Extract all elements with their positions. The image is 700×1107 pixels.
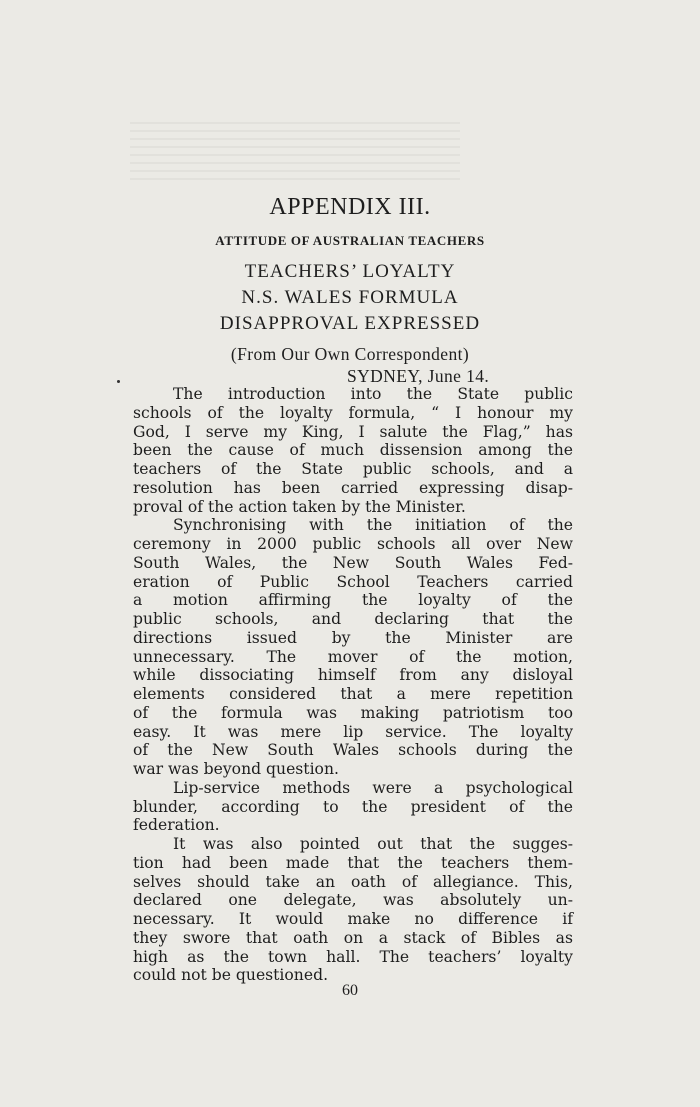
text-line: while dissociating himself from any disloyal [133, 666, 573, 685]
text-line: South Wales, the New South Wales Fed- [133, 553, 573, 572]
source-line: (From Our Own Correspondent) [230, 344, 470, 364]
text-line: federation. [133, 816, 220, 835]
article-body [133, 385, 573, 985]
text-line: schools of the loyalty formula, “ I honour my [133, 403, 573, 422]
text-line: high as the town hall. The teachers’ loyalty [133, 947, 573, 966]
text-line: of the formula was making patriotism too [133, 703, 573, 722]
text-line: blunder, according to the president of the [133, 797, 573, 816]
text-line: easy. It was mere lip service. The loyalty [133, 722, 573, 741]
text-line: tion had been made that the teachers them- [133, 853, 573, 872]
text-line: public schools, and declaring that the [133, 610, 573, 628]
text-line: teachers of the State public schools, and a [133, 460, 573, 478]
text-line: unnecessary. The mover of the motion, [133, 647, 573, 666]
text-line: God, I serve my King, I salute the Flag,” has [133, 422, 573, 441]
text-line: resolution has been carried expressing disap- [133, 478, 573, 497]
bleed-through-text [130, 120, 460, 180]
text-line: directions issued by the Minister are [133, 628, 573, 647]
text-line: Lip-service methods were a psychological [173, 778, 573, 797]
subtitle-text: ATTITUDE OF AUSTRALIAN TEACHERS [215, 233, 485, 248]
text-line: a motion affirming the loyalty of the [133, 591, 573, 610]
text-line: war was beyond question. [133, 760, 339, 778]
text-line: The introduction into the State public [173, 385, 573, 403]
margin-dot [117, 380, 120, 383]
text-line: they swore that oath on a stack of Bibles as [133, 928, 573, 947]
dateline: SYDNEY, June 14. [347, 366, 490, 386]
text-line: ceremony in 2000 public schools all over New [133, 535, 573, 553]
headline-2: N.S. WALES FORMULA [241, 287, 459, 308]
text-line: necessary. It would make no difference if [133, 910, 573, 928]
subtitle [0, 233, 700, 249]
text-line: selves should take an oath of allegiance. This, [133, 872, 573, 891]
text-line: It was also pointed out that the sugges- [173, 835, 573, 853]
text-line: been the cause of much dissension among the [133, 441, 573, 460]
text-line: declared one delegate, was absolutely un- [133, 891, 573, 910]
headline-1: TEACHERS’ LOYALTY [244, 261, 456, 282]
text-line: proval of the action taken by the Minister. [133, 497, 466, 516]
appendix-title: APPENDIX III. [269, 194, 431, 220]
text-line: elements considered that a mere repetition [133, 685, 573, 703]
text-line: of the New South Wales schools during the [133, 741, 573, 760]
text-line: eration of Public School Teachers carried [133, 572, 573, 591]
text-line: Synchronising with the initiation of the [173, 516, 573, 535]
text-line: could not be questioned. [133, 966, 329, 985]
page-number: 60 [342, 982, 358, 999]
headline-3: DISAPPROVAL EXPRESSED [219, 313, 481, 334]
